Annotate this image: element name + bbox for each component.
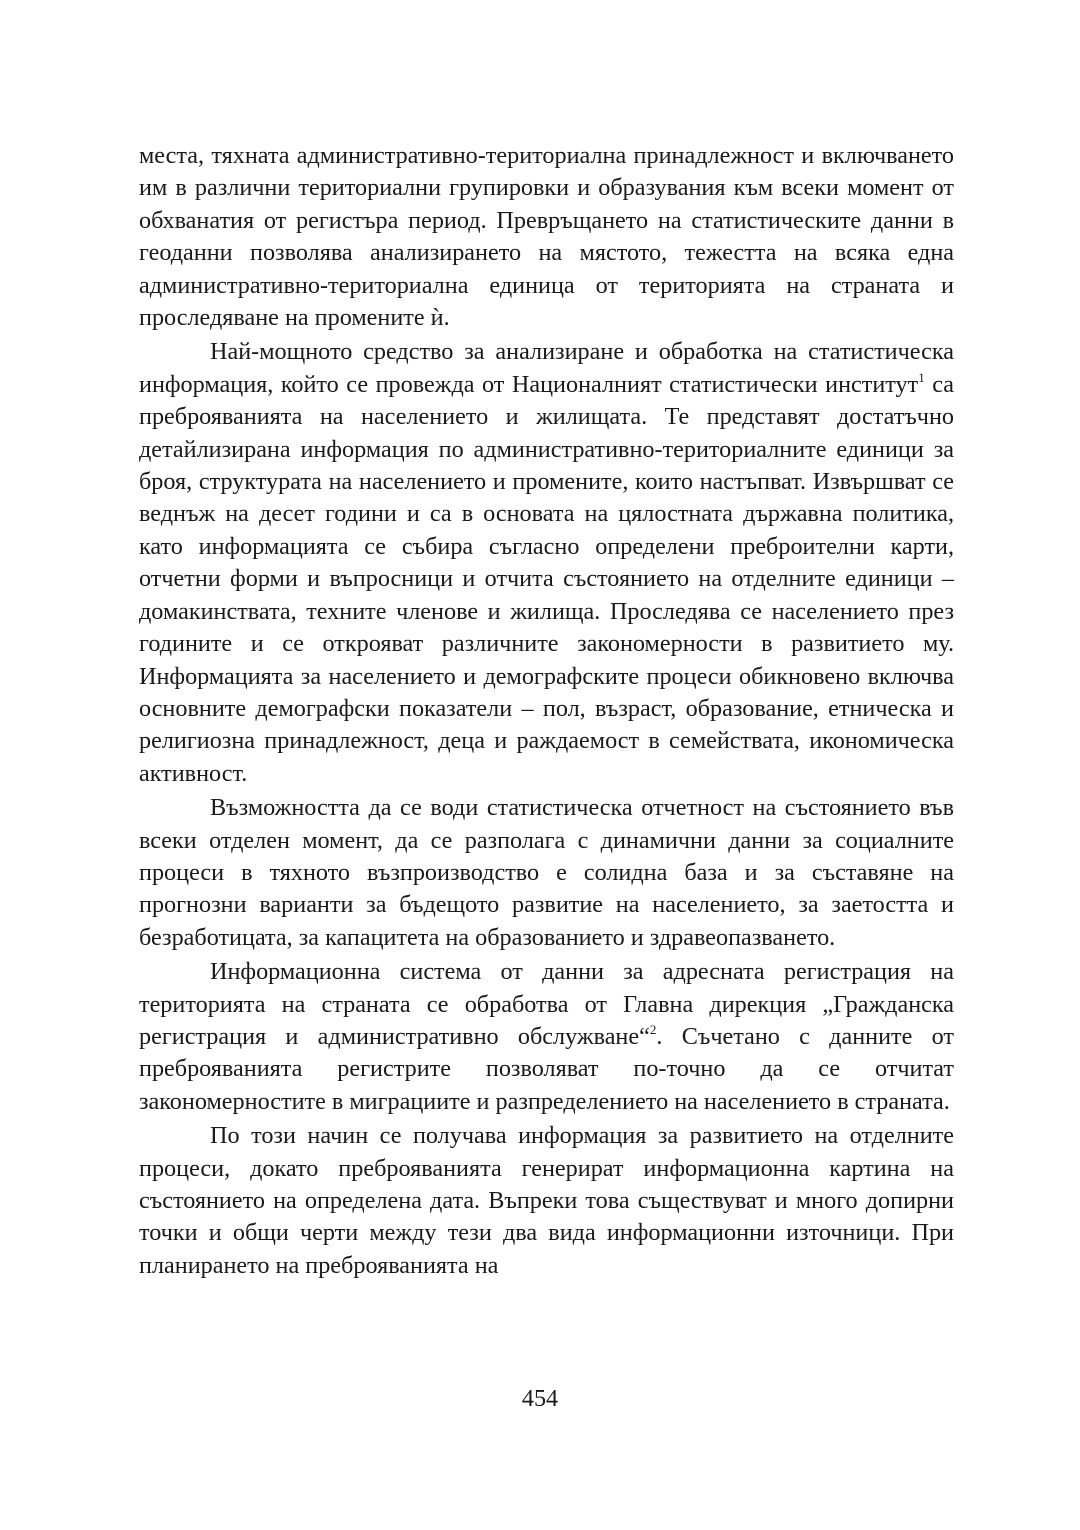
paragraph-4-text-before: Информационна система от данни за адресната регистрация на територията на страната се обработва от Главна дирекция „Гражданска регистрация и административно обслужване“	[139, 958, 954, 1050]
paragraph-4-text-after: . Съчетано с данните от преброяванията регистрите позволяват по-точно да се отчитат закономерностите в миграциите и разпределението на населението в страната.	[139, 1022, 954, 1115]
footnote-ref-1[interactable]: 1	[918, 369, 925, 385]
paragraph-5: По този начин се получава информация за развитието на отделните процеси, докато преброяванията генерират информационна картина на състоянието на определена дата. Въпреки това съществуват и много допирни точки и общи черти между тези два вида информационни източници. При планирането на преброяванията на	[139, 1122, 954, 1279]
footnote-ref-2[interactable]: 2	[649, 1021, 657, 1037]
paragraph-3: Възможността да се води статистическа отчетност на състоянието във всеки отделен момент, да се разполага с динамични данни за социалните процеси в тяхното възпроизводство е солидна база и за съставяне на прогнозни варианти за бъдещото развитие на населението, за заетостта и безработицата, за капацитета на образованието и здравеопазването.	[139, 794, 954, 951]
paragraph-2-text-before: Най-мощното средство за анализиране и обработка на статистическа информация, който се провежда от Националният статистически институт	[139, 338, 954, 398]
paragraph-1: места, тяхната административно-териториална принадлежност и включването им в различни териториални групировки и образувания към всеки момент от обхванатия от регистъра период. Превръщането на статистическите данни в геоданни позволява анализирането на мястото, тежестта на всяка една административно-териториална единица от територията на страната и проследяване на промените ѝ.	[139, 142, 954, 332]
paragraph-2-text-after: са преброяванията на населението и жилищата. Те представят достатъчно детайлизирана информация по административно-териториалните единици за броя, структурата на населението и промените, които настъпват. Извършват се веднъж на десет години и са в основата на цялостната държавна политика, като информацията се събира съгласно определени преброителни карти, отчетни форми и въпросници и отчита състоянието на отделните единици – домакинствата, техните членове и жилища. Проследява се населението през годините и се открояват различните закономерности в развитието му. Информацията за населението и демографските процеси обикновено включва основните демографски показатели – пол, възраст, образование, етническа и религиозна принадлежност, деца и раждаемост в семействата, икономическа активност.	[139, 370, 954, 787]
paragraph-4	[139, 956, 954, 1118]
paragraph-2	[139, 336, 954, 790]
page-body	[139, 140, 954, 1282]
page-number: 454	[521, 1385, 559, 1412]
